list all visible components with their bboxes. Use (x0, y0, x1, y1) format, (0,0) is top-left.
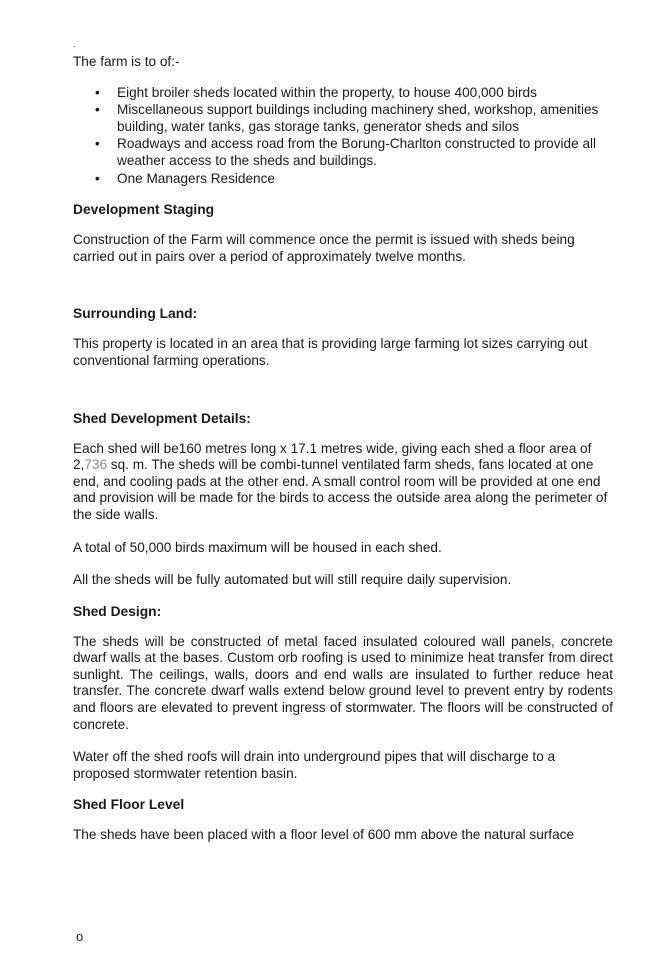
list-item (73, 171, 613, 188)
list-item (73, 102, 613, 135)
list-item-text: Miscellaneous support buildings including machinery shed, workshop, amenities building, water tanks, gas storage tanks, generator sheds and silos (117, 102, 599, 134)
list-item-text: Roadways and access road from the Borung-Charlton constructed to provide all weather access to the sheds and buildings. (117, 136, 597, 168)
list-item (73, 85, 613, 102)
document-body (73, 54, 613, 844)
heading-shed-floor-level: Shed Floor Level (73, 797, 185, 813)
shed-details-paragraph (73, 441, 613, 524)
shed-design-paragraph: The sheds will be constructed of metal faced insulated coloured wall panels, concrete dwarf walls at the bases. Custom orb roofing is used to minimize heat transfer from direct sunlight. The ceilings, walls, doors and end walls are insulated to further reduce heat transfer. The concrete dwarf walls extend below ground level to prevent entry by rodents and floors are elevated to prevent ingress of stormwater. The floors will be constructed of concrete. (73, 633, 613, 732)
intro-text: The farm is to of:- (73, 54, 180, 69)
list-item-text: One Managers Residence (117, 170, 275, 186)
stray-mark: . (73, 39, 76, 50)
shed-details-text-b: sq. m. The sheds will be combi-tunnel ventilated farm sheds, fans located at one end, and cooling pads at the other end. A small control room will be provided at one end and provision will be made for the birds to access the outside area along the perimeter of the side walls. (73, 457, 608, 522)
bullet-icon: • (95, 84, 100, 100)
farm-components-list (73, 85, 613, 188)
stormwater-paragraph: Water off the shed roofs will drain into underground pipes that will discharge to a proposed stormwater retention basin. (73, 749, 556, 781)
floor-level-paragraph: The sheds have been placed with a floor level of 600 mm above the natural surface (73, 827, 575, 843)
floor-area-digits: 736 (84, 457, 108, 473)
page-number: o (76, 929, 84, 944)
heading-shed-development-details: Shed Development Details: (73, 410, 251, 426)
heading-development-staging: Development Staging (73, 202, 215, 218)
list-item (73, 136, 613, 169)
bullet-icon: • (95, 170, 100, 186)
heading-surrounding-land: Surrounding Land: (73, 306, 198, 322)
shed-details-text-a: Each shed will be160 metres long x 17.1 metres wide, giving each shed a floor area of 2, (73, 440, 592, 473)
birds-per-shed-paragraph: A total of 50,000 birds maximum will be housed in each shed. (73, 539, 442, 555)
heading-shed-design: Shed Design: (73, 603, 162, 619)
list-item-text: Eight broiler sheds located within the property, to house 400,000 birds (117, 84, 537, 100)
bullet-icon: • (95, 102, 100, 118)
bullet-icon: • (95, 136, 100, 152)
staging-paragraph: Construction of the Farm will commence once the permit is issued with sheds being carried out in pairs over a period of approximately twelve months. (73, 232, 575, 264)
surrounding-paragraph: This property is located in an area that is providing large farming lot sizes carrying out conventional farming operations. (73, 336, 588, 368)
automation-paragraph: All the sheds will be fully automated but will still require daily supervision. (73, 572, 512, 588)
